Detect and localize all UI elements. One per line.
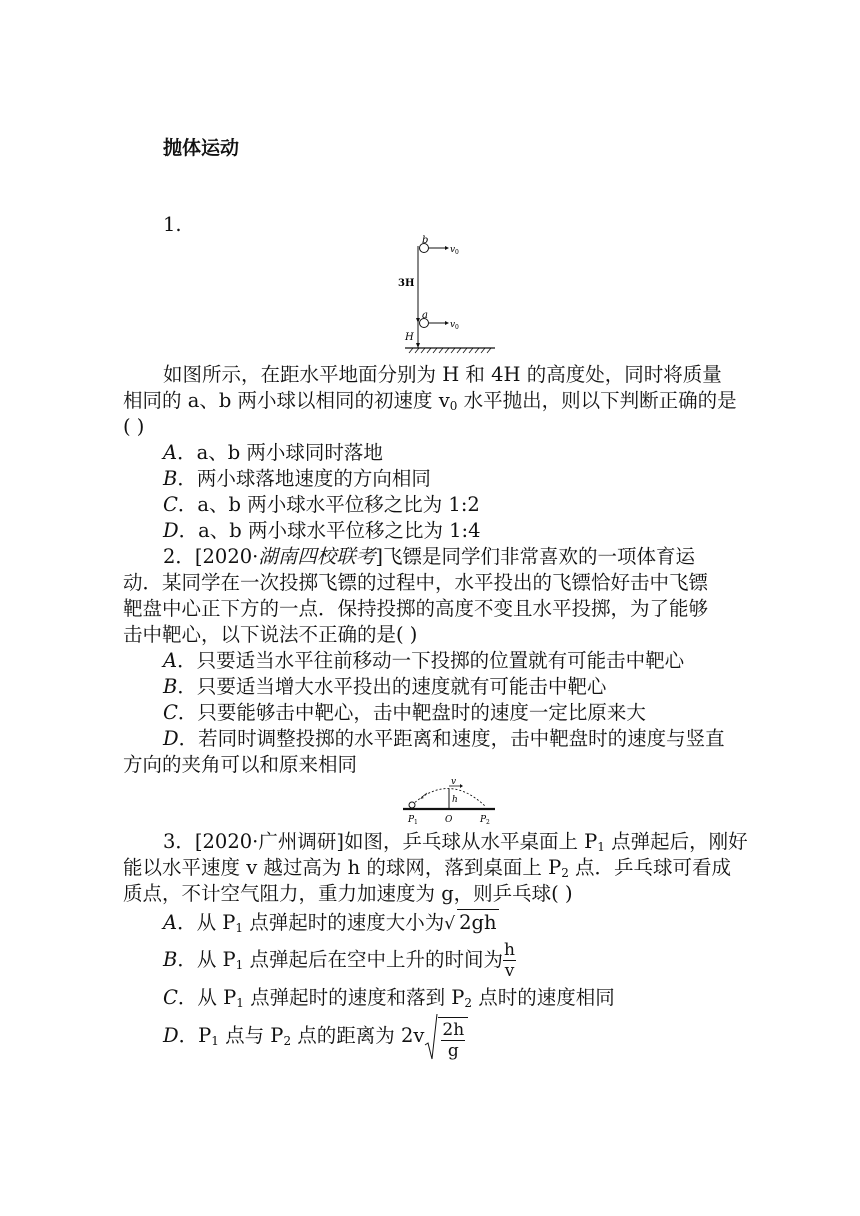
label-b: b bbox=[422, 235, 429, 246]
q2-option-b: B．只要适当增大水平投出的速度就有可能击中靶心 bbox=[163, 675, 607, 698]
svg-text:2: 2 bbox=[486, 819, 490, 825]
svg-text:0: 0 bbox=[455, 324, 459, 331]
q3-stem-line1: 3．[2020·广州调研]如图，乒乓球从水平桌面上 $P_1$ 点弹起后，刚好 bbox=[163, 830, 748, 854]
q2-option-c: C．只要能够击中靶心，击中靶盘时的速度一定比原来大 bbox=[163, 701, 646, 724]
svg-text:0: 0 bbox=[455, 249, 459, 256]
q2-stem-line1: 2．[2020·湖南四校联考]飞镖是同学们非常喜欢的一项体育运 bbox=[163, 545, 695, 568]
q2-stem-line4: 击中靶心，以下说法不正确的是( ) bbox=[123, 623, 418, 646]
q3-option-a: A．从 $P_1$ 点弹起时的速度大小为√ 2gh bbox=[163, 911, 497, 935]
svg-text:P: P bbox=[408, 815, 415, 825]
q1-option-d: D．a、b 两小球水平位移之比为 1:4 bbox=[163, 519, 481, 542]
q1-figure bbox=[395, 234, 500, 354]
q1-stem-line1: 如图所示，在距水平地面分别为 H 和 4H 的高度处，同时将质量 bbox=[163, 363, 722, 386]
label-3H: 3H bbox=[398, 278, 415, 289]
page-title: 抛体运动 bbox=[163, 137, 240, 159]
fraction-h-over-v: $\frac{h}{v}$ bbox=[504, 940, 515, 981]
ground-hatch bbox=[409, 348, 491, 353]
q1-stem-line3: ( ) bbox=[123, 415, 145, 438]
q3-option-b: B．从 $P_1$ 点弹起后在空中上升的时间为 $\frac{h}{v}$ bbox=[163, 940, 515, 981]
q1-option-c: C．a、b 两小球水平位移之比为 1:2 bbox=[163, 493, 480, 516]
q3-figure bbox=[400, 775, 500, 825]
q3-stem-line3: 质点，不计空气阻力，重力加速度为 g，则乒乓球( ) bbox=[123, 882, 573, 905]
q2-option-d-cont: 方向的夹角可以和原来相同 bbox=[123, 753, 358, 776]
sqrt-fraction: $\frac{2h}{g}$ bbox=[424, 1013, 468, 1061]
label-v: v bbox=[451, 777, 457, 787]
q1-stem-line2: 相同的 a、b 两小球以相同的初速度 $v_0$ 水平抛出，则以下判断正确的是 bbox=[123, 389, 737, 413]
label-H: H bbox=[405, 332, 414, 343]
label-a: a bbox=[422, 310, 428, 321]
ping-pong-ball bbox=[409, 802, 415, 808]
q1-option-b: B．两小球落地速度的方向相同 bbox=[163, 467, 431, 490]
svg-text:O: O bbox=[445, 815, 453, 825]
svg-text:P: P bbox=[480, 815, 487, 825]
q2-stem-line3: 靶盘中心正下方的一点．保持投掷的高度不变且水平投掷，为了能够 bbox=[123, 597, 709, 620]
sqrt-expression: 2gh bbox=[459, 911, 497, 934]
q1-number: 1. bbox=[163, 213, 182, 236]
q3-option-c: C．从 $P_1$ 点弹起时的速度和落到 $P_2$ 点时的速度相同 bbox=[163, 986, 615, 1010]
label-h: h bbox=[452, 795, 458, 805]
q3-stem-line2: 能以水平速度 v 越过高为 h 的球网，落到桌面上 $P_2$ 点．乒乓球可看成 bbox=[123, 856, 732, 880]
svg-text:1: 1 bbox=[414, 819, 418, 825]
q1-option-a: A．a、b 两小球同时落地 bbox=[163, 441, 383, 464]
q3-option-d: D．$P_1$ 点与 $P_2$ 点的距离为 2v $\frac{2h}{g}$ bbox=[163, 1010, 468, 1067]
q2-option-d: D．若同时调整投掷的水平距离和速度，击中靶盘时的速度与竖直 bbox=[163, 727, 725, 750]
svg-text:v: v bbox=[450, 320, 456, 330]
q2-option-a: A．只要适当水平往前移动一下投掷的位置就有可能击中靶心 bbox=[163, 649, 685, 672]
svg-text:v: v bbox=[450, 245, 456, 255]
q2-stem-line2: 动．某同学在一次投掷飞镖的过程中，水平投出的飞镖恰好击中飞镖 bbox=[123, 571, 709, 594]
